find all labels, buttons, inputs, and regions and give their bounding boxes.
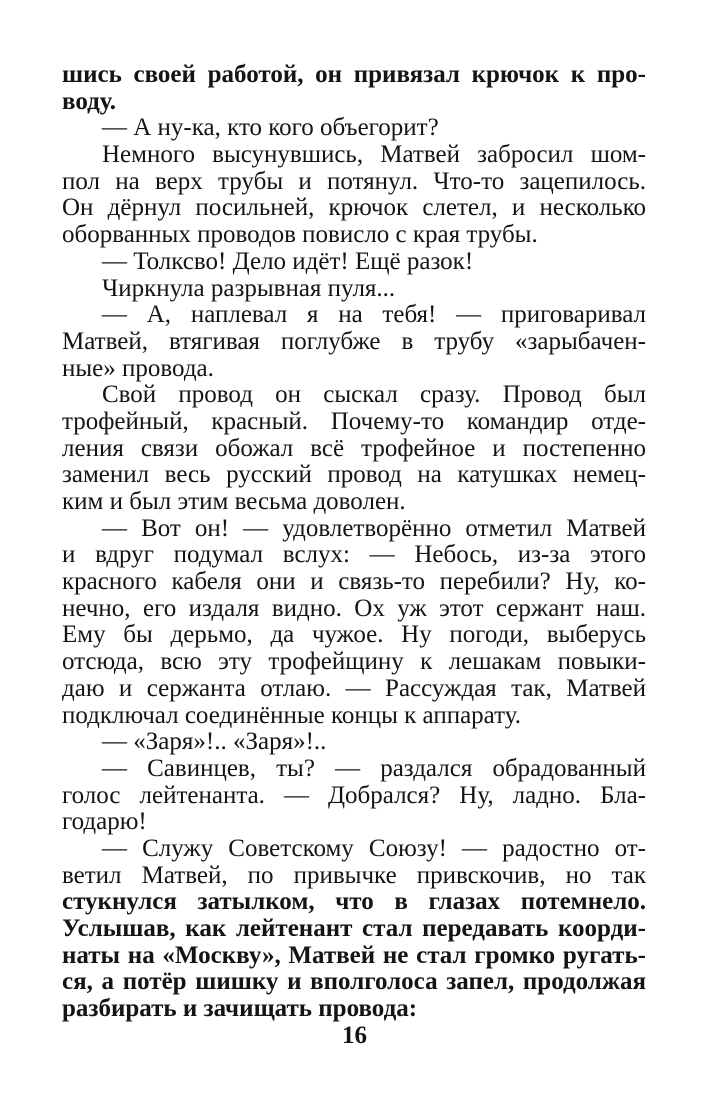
text-line: нечно, его издаля видно. Ох уж этот сержант наш. (62, 594, 646, 622)
text-body (62, 62, 646, 1023)
text-line: — А, наплевал я на тебя! — приговаривал (102, 301, 646, 329)
text-line: трофейный, красный. Почему-то командир отде- (62, 407, 646, 435)
text-line: подключал соединённые концы к аппарату. (62, 701, 521, 729)
text-line: голос лейтенанта. — Добрался? Ну, ладно. Бла- (62, 781, 646, 809)
text-line: стукнулся затылком, что в глазах потемнело. (62, 888, 646, 916)
text-line: разбирать и зачищать провода: (62, 995, 418, 1023)
text-line: ления связи обожал всё трофейное и постепенно (62, 434, 646, 462)
text-line: — Савинцев, ты? — раздался обрадованный (102, 754, 646, 782)
text-line: ные» провода. (62, 354, 214, 382)
text-line: Ему бы дерьмо, да чужое. Ну погоди, выберусь (62, 621, 646, 649)
text-line: ся, а потёр шишку и вполголоса запел, продолжая (62, 968, 646, 996)
text-line: — А ну-ка, кто кого объегорит? (102, 114, 439, 142)
text-line: и вдруг подумал вслух: — Небось, из-за этого (62, 541, 646, 569)
text-line: — Вот он! — удовлетворённо отметил Матвей (102, 514, 646, 542)
text-line: шись своей работой, он привязал крючок к про- (62, 61, 646, 88)
text-line: даю и сержанта отлаю. — Рассуждая так, Матвей (62, 674, 646, 702)
text-line: Немного высунувшись, Матвей забросил шом- (102, 141, 646, 169)
text-line: воду. (62, 87, 117, 115)
text-line: пол на верх трубы и потянул. Что-то зацепилось. (62, 167, 646, 195)
page-number: 16 (342, 1022, 367, 1049)
text-line: оборванных проводов повисло с края трубы. (62, 221, 538, 249)
text-line: заменил весь русский провод на катушках немец- (62, 461, 646, 489)
text-line: Свой провод он сыскал сразу. Провод был (102, 381, 646, 409)
text-line: годарю! (62, 808, 147, 836)
text-line: — Толксво! Дело идёт! Ещё разок! (102, 247, 474, 275)
text-line: отсюда, всю эту трофейщину к лешакам повыки- (62, 648, 646, 676)
text-line: ким и был этим весьма доволен. (62, 488, 406, 515)
text-line: — «Заря»!.. «Заря»!.. (102, 728, 327, 756)
text-line: наты на «Москву», Матвей не стал громко ругать- (62, 941, 646, 969)
text-line: Чиркнула разрывная пуля... (102, 274, 396, 302)
text-line: красного кабеля они и связь-то перебили? Ну, ко- (62, 568, 646, 596)
text-line: Услышав, как лейтенант стал передавать коорди- (62, 915, 646, 942)
text-line: Матвей, втягивая поглубже в трубу «зарыбачен- (62, 327, 646, 355)
text-line: ветил Матвей, по привычке привскочив, но так (62, 861, 646, 889)
text-line: — Служу Советскому Союзу! — радостно от- (102, 834, 646, 862)
text-line: Он дёрнул посильней, крючок слетел, и несколько (62, 194, 646, 222)
